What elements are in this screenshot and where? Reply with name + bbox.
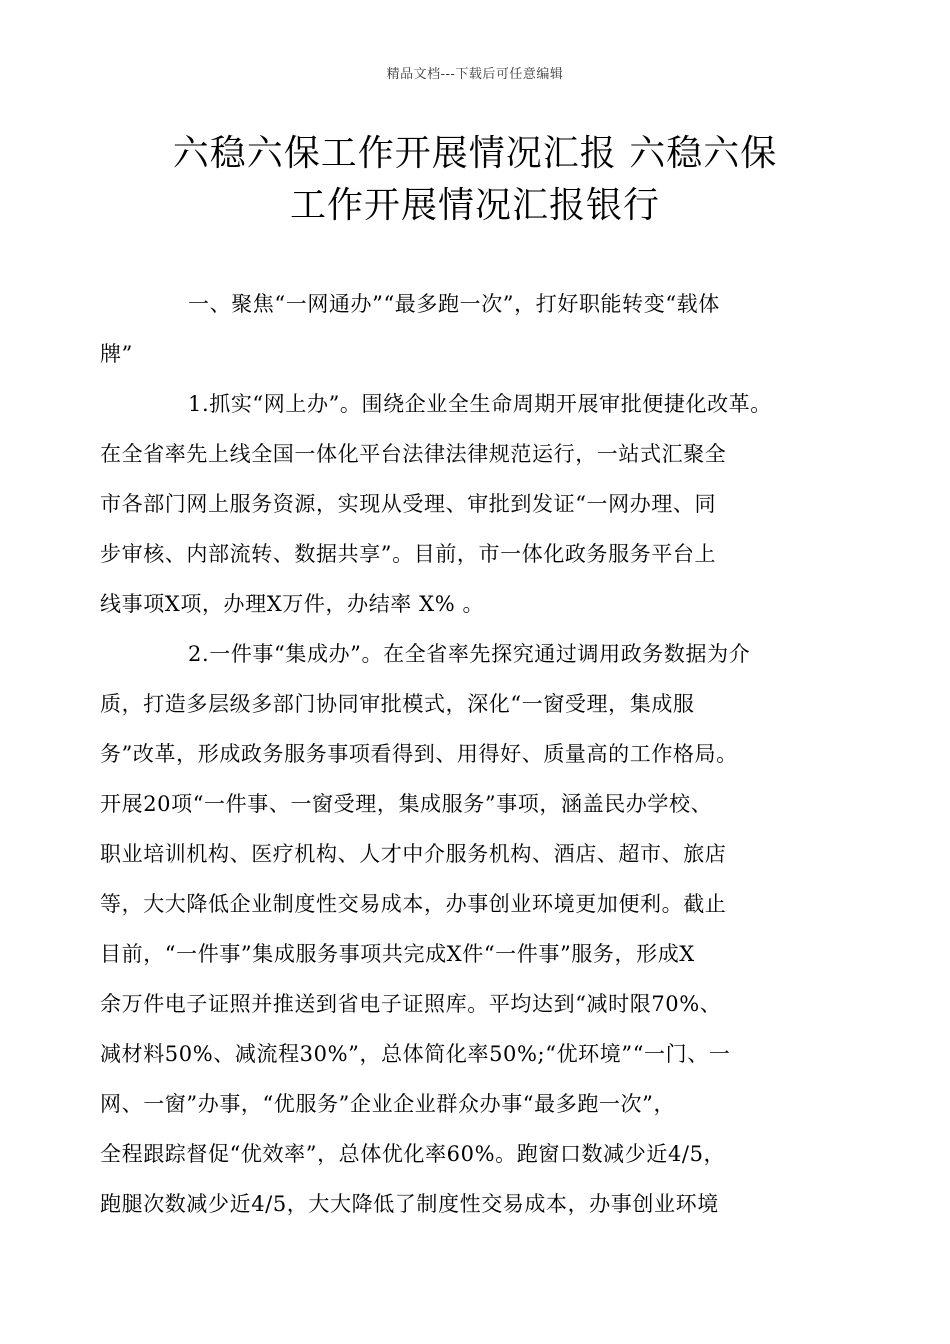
text-line: 质，打造多层级多部门协同审批模式，深化“一窗受理，集成服: [100, 692, 695, 716]
text-line: 市各部门网上服务资源，实现从受理、审批到发证“一网办理、同: [100, 492, 717, 516]
text-line: 等，大大降低企业制度性交易成本，办事创业环境更加便利。截止: [100, 892, 727, 916]
text-line: 步审核、内部流转、数据共享”。目前，市一体化政务服务平台上: [100, 542, 717, 566]
text-line: 跑腿次数减少近4/5，大大降低了制度性交易成本，办事创业环境: [100, 1192, 719, 1216]
paragraph-item-2: [100, 629, 810, 1229]
text-line: 1.抓实“网上办”。围绕企业全生命周期开展审批便捷化改革。: [188, 392, 772, 416]
text-line: 余万件电子证照并推送到省电子证照库。平均达到“减时限70%、: [100, 992, 722, 1016]
text-line: 2.一件事“集成办”。在全省率先探究通过调用政务数据为介: [188, 642, 751, 666]
text-line: 职业培训机构、医疗机构、人才中介服务机构、酒店、超市、旅店: [100, 842, 727, 866]
paragraph-section-heading: [100, 279, 810, 379]
text-line: 目前，“一件事”集成服务事项共完成X件“一件事”服务，形成X: [100, 942, 695, 966]
title-line-2: 工作开展情况汇报银行: [289, 185, 660, 226]
text-line: 务”改革，形成政务服务事项看得到、用得好、质量高的工作格局。: [100, 742, 738, 766]
header-note: 精品文档---下载后可任意编辑: [386, 67, 564, 82]
text-line: 在全省率先上线全国一体化平台法律法律规范运行，一站式汇聚全: [100, 442, 727, 466]
title-line-1: 六稳六保工作开展情况汇报 六稳六保: [172, 133, 778, 174]
paragraph-item-1: [100, 379, 810, 629]
text-line: 牌”: [100, 342, 133, 366]
text-line: 开展20项“一件事、一窗受理，集成服务”事项，涵盖民办学校、: [100, 792, 713, 816]
text-line: 一、聚焦“一网通办”“最多跑一次”，打好职能转变“载体: [188, 292, 720, 316]
text-line: 减材料50%、减流程30%”，总体简化率50%;“优环境”“一门、一: [100, 1042, 731, 1066]
document-title: [100, 128, 850, 232]
text-line: 网、一窗”办事，“优服务”企业企业群众办事“最多跑一次”，: [100, 1092, 676, 1116]
document-body: [100, 279, 810, 1229]
text-line: 全程跟踪督促“优效率”，总体优化率60%。跑窗口数减少近4/5，: [100, 1142, 726, 1166]
text-line: 线事项X项，办理X万件，办结率 X% 。: [100, 592, 485, 616]
